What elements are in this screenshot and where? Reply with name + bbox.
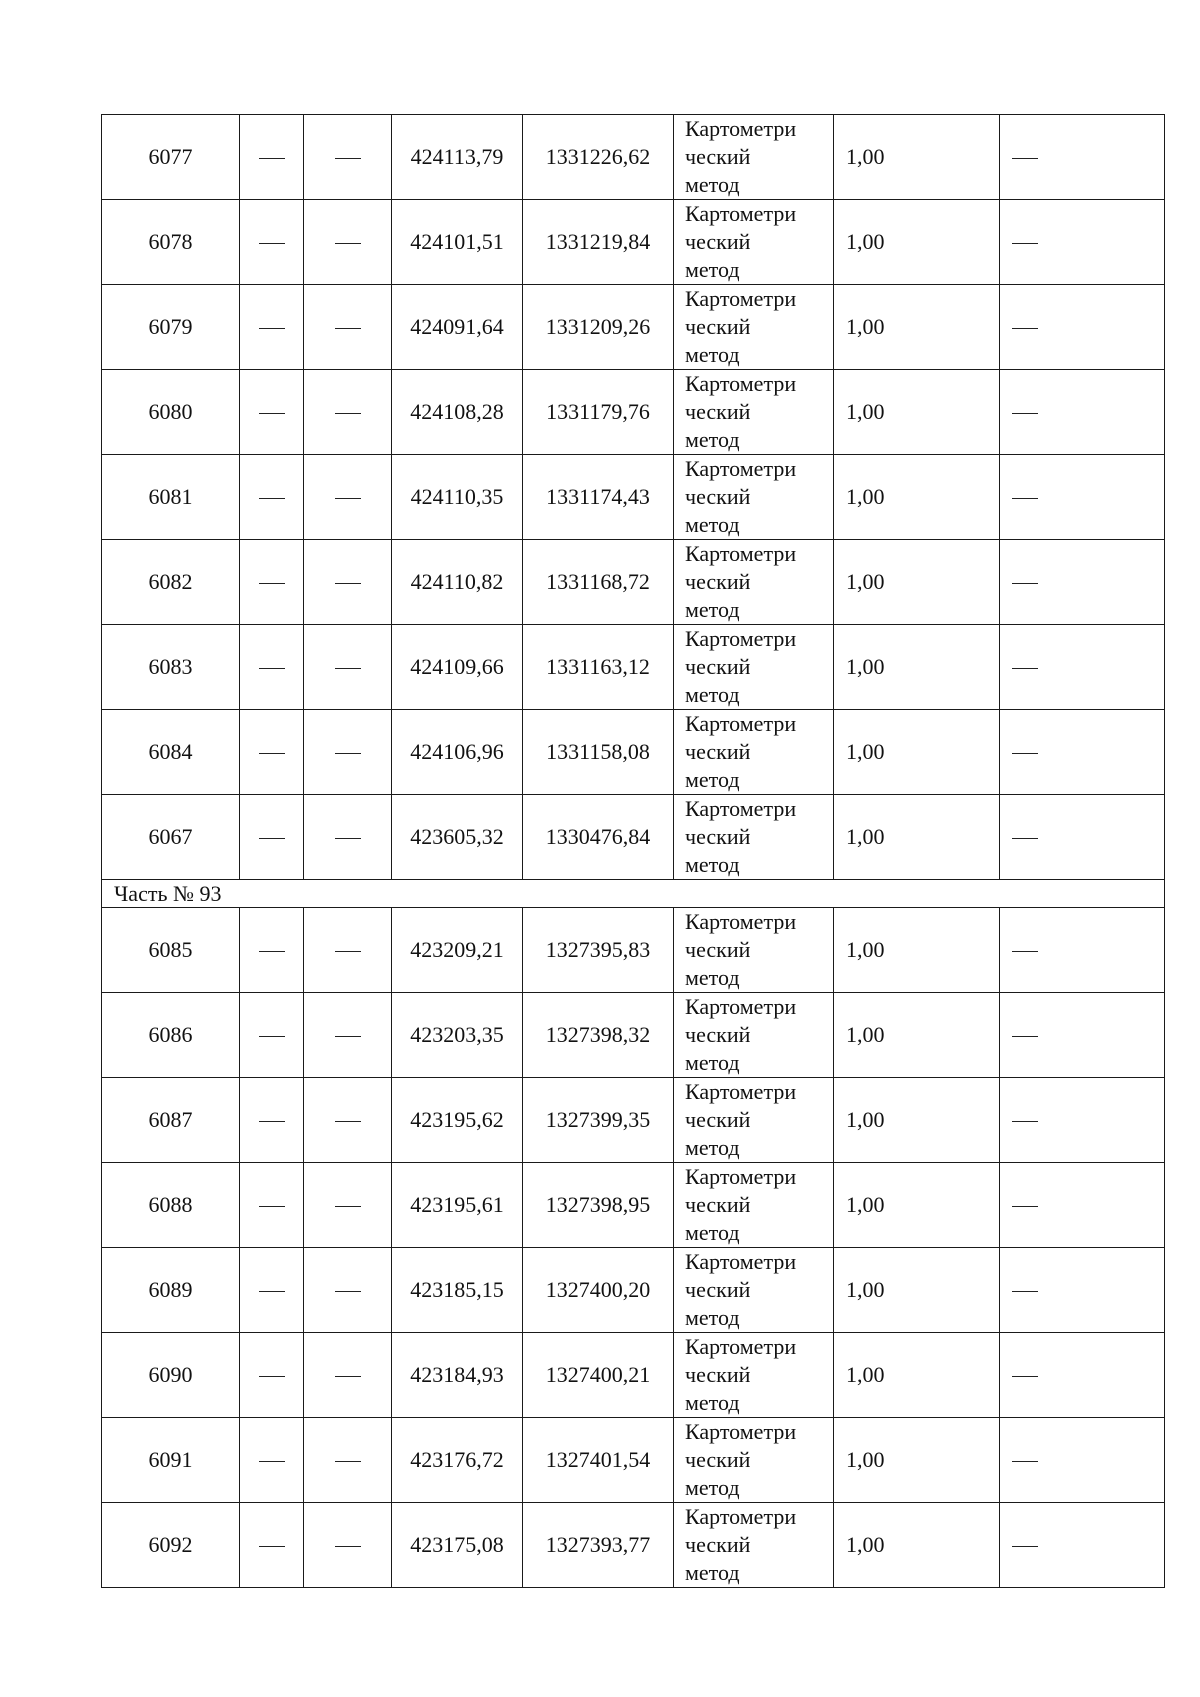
method-text-line: метод [685,1220,740,1245]
empty-description-cell [1000,1248,1165,1333]
precision-cell: 1,00 [834,710,1000,795]
method-text-line: метод [685,1050,740,1075]
method-text-line: ческий [685,1277,751,1302]
coordinate-x-cell: 424109,66 [392,625,523,710]
point-number-cell: 6077 [102,115,240,200]
table-row [102,1248,1165,1333]
dash-mark [335,1121,361,1122]
empty-old-x-cell [240,1248,304,1333]
method-cell [674,115,834,200]
empty-old-x-cell [240,710,304,795]
dash-mark [335,753,361,754]
table-row [102,200,1165,285]
empty-old-y-cell [304,1163,392,1248]
dash-mark [259,668,285,669]
coordinate-y-cell: 1331158,08 [523,710,674,795]
method-text-line: ческий [685,569,751,594]
empty-old-x-cell [240,1078,304,1163]
method-text-line: ческий [685,1107,751,1132]
empty-description-cell [1000,1503,1165,1588]
dash-mark [259,951,285,952]
precision-cell: 1,00 [834,625,1000,710]
coordinate-x-cell: 423605,32 [392,795,523,880]
precision-cell: 1,00 [834,115,1000,200]
point-number-cell: 6067 [102,795,240,880]
empty-description-cell [1000,908,1165,993]
dash-mark [1012,498,1038,499]
table-row [102,370,1165,455]
method-text-line: Картометри [685,711,797,736]
precision-cell: 1,00 [834,908,1000,993]
dash-mark [1012,413,1038,414]
dash-mark [1012,1206,1038,1207]
dash-mark [1012,1546,1038,1547]
table-row [102,540,1165,625]
method-cell [674,1418,834,1503]
dash-mark [1012,668,1038,669]
coordinate-y-cell: 1327395,83 [523,908,674,993]
dash-mark [335,1206,361,1207]
dash-mark [259,498,285,499]
dash-mark [259,838,285,839]
empty-old-y-cell [304,1503,392,1588]
method-cell [674,455,834,540]
method-text-line: метод [685,767,740,792]
precision-cell: 1,00 [834,1248,1000,1333]
method-text-line: Картометри [685,1079,797,1104]
method-cell [674,1333,834,1418]
empty-old-x-cell [240,625,304,710]
dash-mark [259,1376,285,1377]
section-header-row [102,880,1165,908]
empty-description-cell [1000,200,1165,285]
method-text-line: метод [685,1305,740,1330]
empty-description-cell [1000,455,1165,540]
method-text-line: Картометри [685,1249,797,1274]
dash-mark [259,1121,285,1122]
empty-old-x-cell [240,908,304,993]
coordinate-x-cell: 423195,61 [392,1163,523,1248]
point-number-cell: 6078 [102,200,240,285]
point-number-cell: 6087 [102,1078,240,1163]
empty-old-y-cell [304,115,392,200]
empty-description-cell [1000,1333,1165,1418]
method-text-line: метод [685,512,740,537]
dash-mark [1012,1121,1038,1122]
method-text-line: метод [685,342,740,367]
method-cell [674,710,834,795]
coordinate-x-cell: 424110,35 [392,455,523,540]
method-cell [674,993,834,1078]
dash-mark [335,243,361,244]
empty-description-cell [1000,370,1165,455]
dash-mark [259,753,285,754]
coordinate-y-cell: 1331163,12 [523,625,674,710]
precision-cell: 1,00 [834,540,1000,625]
dash-mark [1012,243,1038,244]
empty-description-cell [1000,115,1165,200]
dash-mark [1012,1461,1038,1462]
coordinate-y-cell: 1327400,21 [523,1333,674,1418]
method-text-line: метод [685,427,740,452]
coordinate-y-cell: 1327398,32 [523,993,674,1078]
point-number-cell: 6092 [102,1503,240,1588]
precision-cell: 1,00 [834,370,1000,455]
empty-old-x-cell [240,993,304,1078]
method-cell [674,1163,834,1248]
table-row [102,285,1165,370]
dash-mark [259,1206,285,1207]
method-text-line: метод [685,965,740,990]
empty-description-cell [1000,710,1165,795]
coordinate-x-cell: 423184,93 [392,1333,523,1418]
empty-old-x-cell [240,795,304,880]
method-text-line: метод [685,1135,740,1160]
empty-old-x-cell [240,200,304,285]
empty-old-y-cell [304,1078,392,1163]
method-text-line: Картометри [685,541,797,566]
coordinate-x-cell: 424113,79 [392,115,523,200]
dash-mark [1012,583,1038,584]
empty-old-x-cell [240,1333,304,1418]
method-cell [674,908,834,993]
coordinate-x-cell: 423203,35 [392,993,523,1078]
empty-old-y-cell [304,200,392,285]
method-text-line: Картометри [685,994,797,1019]
point-number-cell: 6089 [102,1248,240,1333]
dash-mark [1012,328,1038,329]
dash-mark [335,668,361,669]
section-label: Часть № 93 [102,880,1165,908]
dash-mark [335,1546,361,1547]
precision-cell: 1,00 [834,795,1000,880]
method-text-line: Картометри [685,626,797,651]
empty-old-y-cell [304,285,392,370]
method-cell [674,1248,834,1333]
dash-mark [335,498,361,499]
coordinates-table [101,114,1165,1588]
method-text-line: Картометри [685,1419,797,1444]
empty-old-x-cell [240,1418,304,1503]
table-row [102,1078,1165,1163]
point-number-cell: 6090 [102,1333,240,1418]
empty-description-cell [1000,285,1165,370]
empty-old-y-cell [304,710,392,795]
method-text-line: метод [685,257,740,282]
dash-mark [1012,1036,1038,1037]
coordinate-y-cell: 1327400,20 [523,1248,674,1333]
method-text-line: ческий [685,739,751,764]
coordinates-table-body [102,115,1165,1588]
method-text-line: Картометри [685,116,797,141]
empty-old-y-cell [304,993,392,1078]
empty-old-y-cell [304,455,392,540]
dash-mark [335,413,361,414]
method-text-line: ческий [685,144,751,169]
empty-old-y-cell [304,540,392,625]
empty-description-cell [1000,795,1165,880]
precision-cell: 1,00 [834,285,1000,370]
dash-mark [259,413,285,414]
method-cell [674,1078,834,1163]
empty-description-cell [1000,540,1165,625]
coordinate-y-cell: 1327401,54 [523,1418,674,1503]
method-cell [674,540,834,625]
dash-mark [259,1291,285,1292]
coordinate-y-cell: 1331226,62 [523,115,674,200]
precision-cell: 1,00 [834,1333,1000,1418]
dash-mark [335,158,361,159]
method-text-line: ческий [685,314,751,339]
empty-description-cell [1000,1418,1165,1503]
coordinate-x-cell: 423195,62 [392,1078,523,1163]
point-number-cell: 6085 [102,908,240,993]
dash-mark [335,1461,361,1462]
empty-old-y-cell [304,1418,392,1503]
method-cell [674,1503,834,1588]
empty-old-y-cell [304,1333,392,1418]
table-row [102,710,1165,795]
dash-mark [335,328,361,329]
dash-mark [335,1291,361,1292]
method-text-line: метод [685,682,740,707]
empty-old-x-cell [240,370,304,455]
coordinate-x-cell: 424106,96 [392,710,523,795]
table-row [102,795,1165,880]
dash-mark [1012,158,1038,159]
method-cell [674,795,834,880]
coordinate-x-cell: 424101,51 [392,200,523,285]
method-text-line: ческий [685,1447,751,1472]
precision-cell: 1,00 [834,1418,1000,1503]
method-text-line: ческий [685,1022,751,1047]
method-text-line: Картометри [685,1504,797,1529]
table-row [102,625,1165,710]
method-text-line: ческий [685,1362,751,1387]
empty-old-y-cell [304,908,392,993]
precision-cell: 1,00 [834,993,1000,1078]
dash-mark [335,838,361,839]
dash-mark [259,158,285,159]
method-text-line: ческий [685,937,751,962]
point-number-cell: 6084 [102,710,240,795]
dash-mark [335,1376,361,1377]
coordinate-x-cell: 423175,08 [392,1503,523,1588]
method-text-line: Картометри [685,201,797,226]
method-text-line: метод [685,1390,740,1415]
coordinate-y-cell: 1331209,26 [523,285,674,370]
method-text-line: метод [685,597,740,622]
empty-old-x-cell [240,1503,304,1588]
coordinate-y-cell: 1327398,95 [523,1163,674,1248]
empty-old-y-cell [304,370,392,455]
method-text-line: Картометри [685,1164,797,1189]
point-number-cell: 6079 [102,285,240,370]
method-text-line: ческий [685,399,751,424]
coordinate-x-cell: 423185,15 [392,1248,523,1333]
empty-old-y-cell [304,1248,392,1333]
method-text-line: метод [685,1560,740,1585]
dash-mark [1012,1291,1038,1292]
dash-mark [1012,753,1038,754]
dash-mark [1012,838,1038,839]
method-text-line: метод [685,172,740,197]
method-text-line: ческий [685,1192,751,1217]
table-row [102,1163,1165,1248]
empty-old-x-cell [240,540,304,625]
point-number-cell: 6083 [102,625,240,710]
method-cell [674,200,834,285]
precision-cell: 1,00 [834,1078,1000,1163]
coordinate-y-cell: 1327393,77 [523,1503,674,1588]
dash-mark [259,243,285,244]
dash-mark [335,583,361,584]
table-row [102,1503,1165,1588]
point-number-cell: 6088 [102,1163,240,1248]
dash-mark [1012,1376,1038,1377]
method-text-line: ческий [685,824,751,849]
method-cell [674,370,834,455]
coordinate-y-cell: 1327399,35 [523,1078,674,1163]
coordinate-x-cell: 423209,21 [392,908,523,993]
table-row [102,455,1165,540]
method-text-line: метод [685,852,740,877]
point-number-cell: 6081 [102,455,240,540]
method-text-line: Картометри [685,909,797,934]
method-text-line: Картометри [685,1334,797,1359]
point-number-cell: 6086 [102,993,240,1078]
method-text-line: Картометри [685,371,797,396]
empty-old-y-cell [304,795,392,880]
empty-old-x-cell [240,285,304,370]
coordinate-y-cell: 1331219,84 [523,200,674,285]
table-row [102,1418,1165,1503]
point-number-cell: 6091 [102,1418,240,1503]
table-row [102,115,1165,200]
dash-mark [259,583,285,584]
coordinate-y-cell: 1331174,43 [523,455,674,540]
dash-mark [1012,951,1038,952]
empty-old-x-cell [240,455,304,540]
coordinate-y-cell: 1331179,76 [523,370,674,455]
coordinate-x-cell: 424108,28 [392,370,523,455]
method-cell [674,285,834,370]
method-text-line: метод [685,1475,740,1500]
dash-mark [259,1461,285,1462]
method-text-line: Картометри [685,796,797,821]
table-row [102,1333,1165,1418]
method-text-line: ческий [685,229,751,254]
method-text-line: ческий [685,1532,751,1557]
method-cell [674,625,834,710]
method-text-line: ческий [685,484,751,509]
empty-old-y-cell [304,625,392,710]
method-text-line: ческий [685,654,751,679]
dash-mark [335,951,361,952]
dash-mark [259,1546,285,1547]
table-row [102,993,1165,1078]
empty-description-cell [1000,993,1165,1078]
empty-old-x-cell [240,115,304,200]
coordinate-x-cell: 423176,72 [392,1418,523,1503]
table-row [102,908,1165,993]
empty-description-cell [1000,1163,1165,1248]
dash-mark [259,1036,285,1037]
precision-cell: 1,00 [834,200,1000,285]
coordinate-x-cell: 424091,64 [392,285,523,370]
method-text-line: Картометри [685,286,797,311]
precision-cell: 1,00 [834,455,1000,540]
precision-cell: 1,00 [834,1163,1000,1248]
method-text-line: Картометри [685,456,797,481]
coordinate-x-cell: 424110,82 [392,540,523,625]
coordinate-y-cell: 1330476,84 [523,795,674,880]
empty-description-cell [1000,1078,1165,1163]
coordinate-y-cell: 1331168,72 [523,540,674,625]
precision-cell: 1,00 [834,1503,1000,1588]
empty-description-cell [1000,625,1165,710]
dash-mark [335,1036,361,1037]
point-number-cell: 6082 [102,540,240,625]
point-number-cell: 6080 [102,370,240,455]
empty-old-x-cell [240,1163,304,1248]
dash-mark [259,328,285,329]
